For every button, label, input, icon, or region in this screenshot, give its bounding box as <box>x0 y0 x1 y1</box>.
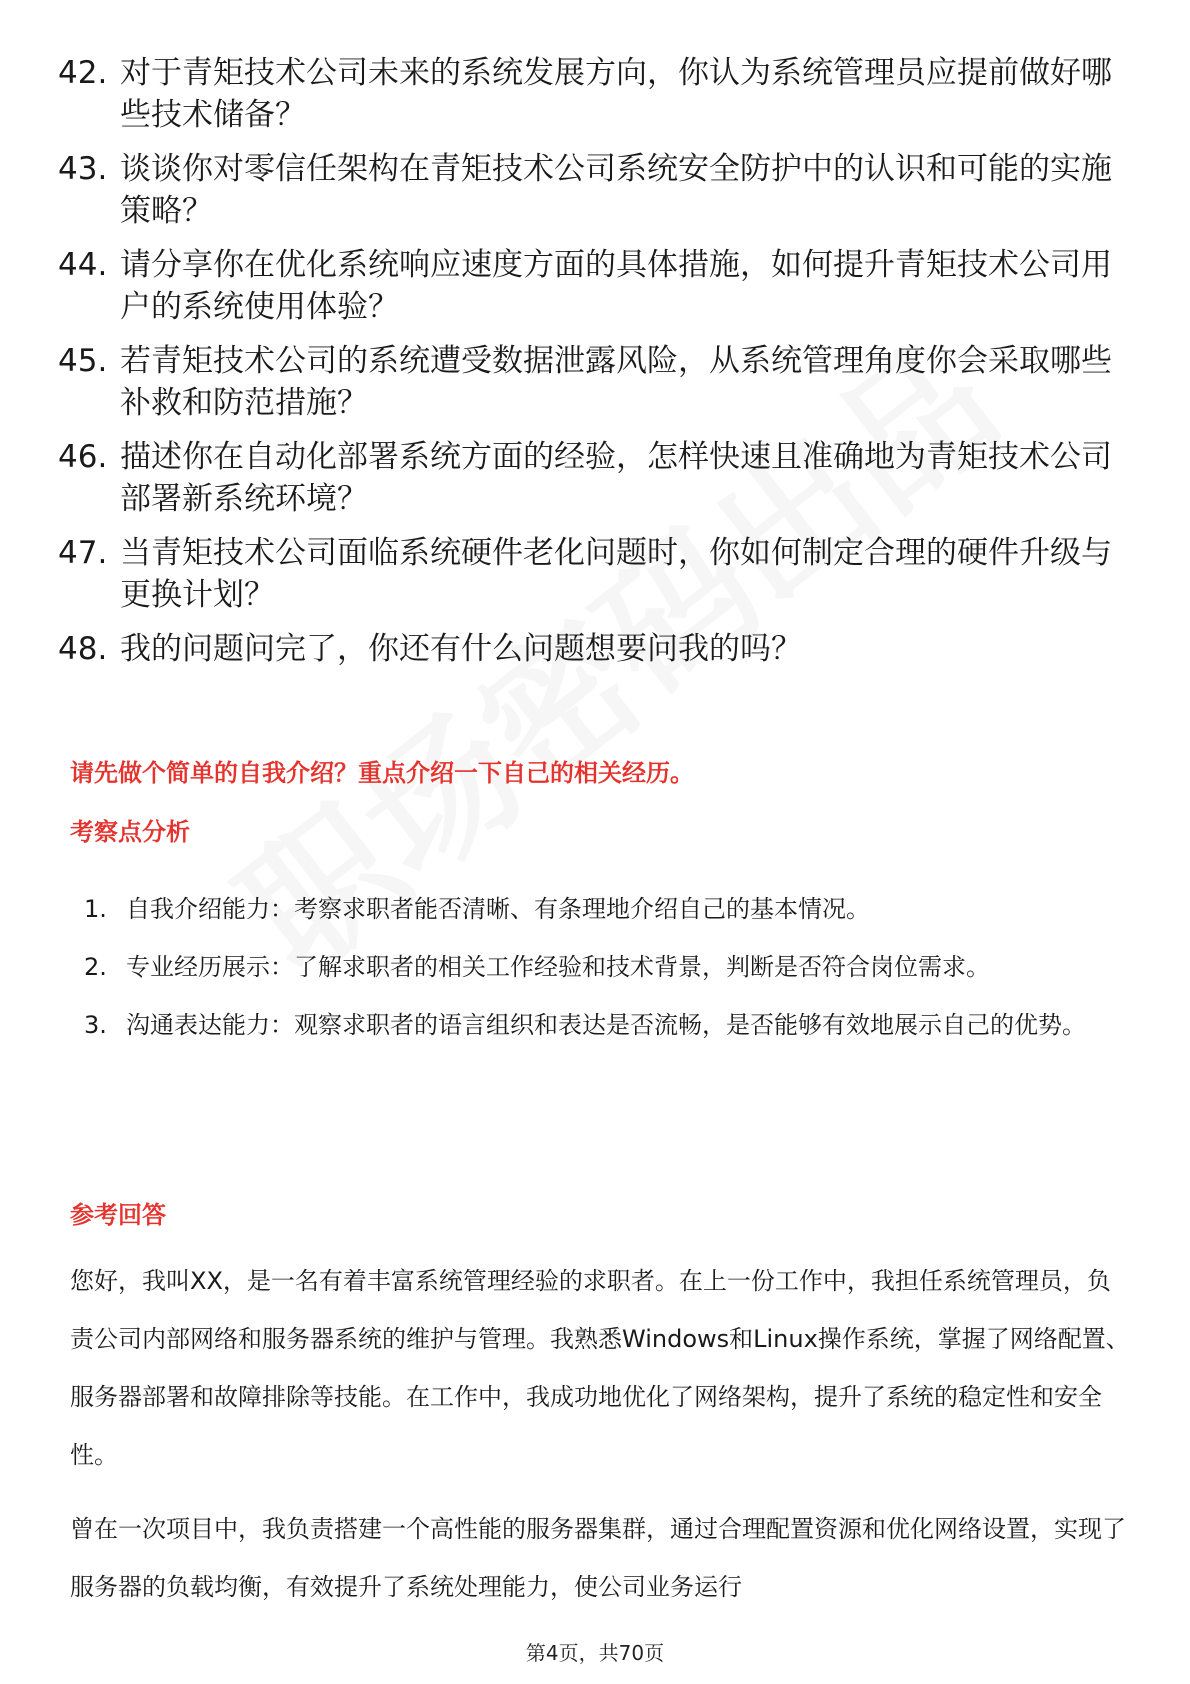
question-text: 当青矩技术公司面临系统硬件老化问题时，你如何制定合理的硬件升级与更换计划？ <box>120 535 1112 613</box>
question-text: 谈谈你对零信任架构在青矩技术公司系统安全防护中的认识和可能的实施策略？ <box>120 151 1112 229</box>
question-item <box>58 52 1138 136</box>
reference-title: 参考回答 <box>70 1201 166 1229</box>
analysis-point <box>84 938 1134 996</box>
point-text: 沟通表达能力：观察求职者的语言组织和表达是否流畅，是否能够有效地展示自己的优势。 <box>126 1011 1086 1039</box>
analysis-point <box>84 880 1134 938</box>
answer-paragraph: 您好，我叫XX，是一名有着丰富系统管理经验的求职者。在上一份工作中，我担任系统管理员，负责公司内部网络和服务器系统的维护与管理。我熟悉Windows和Linux操作系统，掌握了网络配置、服务器部署和故障排除等技能。在工作中，我成功地优化了网络架构，提升了系统的稳定性和安全性。 <box>70 1267 1130 1469</box>
point-text: 自我介绍能力：考察求职者能否清晰、有条理地介绍自己的基本情况。 <box>126 895 870 923</box>
question-text: 请分享你在优化系统响应速度方面的具体措施，如何提升青矩技术公司用户的系统使用体验？ <box>120 247 1112 325</box>
answer-paragraph: 曾在一次项目中，我负责搭建一个高性能的服务器集群，通过合理配置资源和优化网络设置，实现了服务器的负载均衡，有效提升了系统处理能力，使公司业务运行 <box>70 1515 1126 1601</box>
question-item <box>58 532 1138 616</box>
analysis-title: 考察点分析 <box>70 818 190 846</box>
point-number: 1. <box>84 895 107 923</box>
question-number: 42. <box>58 55 108 91</box>
point-text: 专业经历展示：了解求职者的相关工作经验和技术背景，判断是否符合岗位需求。 <box>126 953 990 981</box>
question-number: 44. <box>58 247 108 283</box>
question-number: 45. <box>58 343 108 379</box>
point-number: 3. <box>84 1011 107 1039</box>
question-number: 46. <box>58 439 108 475</box>
question-text: 对于青矩技术公司未来的系统发展方向，你认为系统管理员应提前做好哪些技术储备？ <box>120 55 1112 133</box>
analysis-point <box>84 996 1134 1054</box>
page-footer: 第4页，共70页 <box>525 1641 665 1665</box>
question-item <box>58 628 1138 670</box>
question-number: 43. <box>58 151 108 187</box>
question-number: 48. <box>58 631 108 667</box>
question-text: 我的问题问完了，你还有什么问题想要问我的吗？ <box>120 631 802 667</box>
analysis-points <box>84 880 1134 1054</box>
question-item <box>58 436 1138 520</box>
question-item <box>58 244 1138 328</box>
point-number: 2. <box>84 953 107 981</box>
question-text: 若青矩技术公司的系统遭受数据泄露风险，从系统管理角度你会采取哪些补救和防范措施？ <box>120 343 1112 421</box>
question-item <box>58 148 1138 232</box>
question-number: 47. <box>58 535 108 571</box>
question-list <box>58 52 1138 682</box>
question-item <box>58 340 1138 424</box>
question-text: 描述你在自动化部署系统方面的经验，怎样快速且准确地为青矩技术公司部署新系统环境？ <box>120 439 1112 517</box>
featured-question: 请先做个简单的自我介绍？重点介绍一下自己的相关经历。 <box>70 759 694 787</box>
